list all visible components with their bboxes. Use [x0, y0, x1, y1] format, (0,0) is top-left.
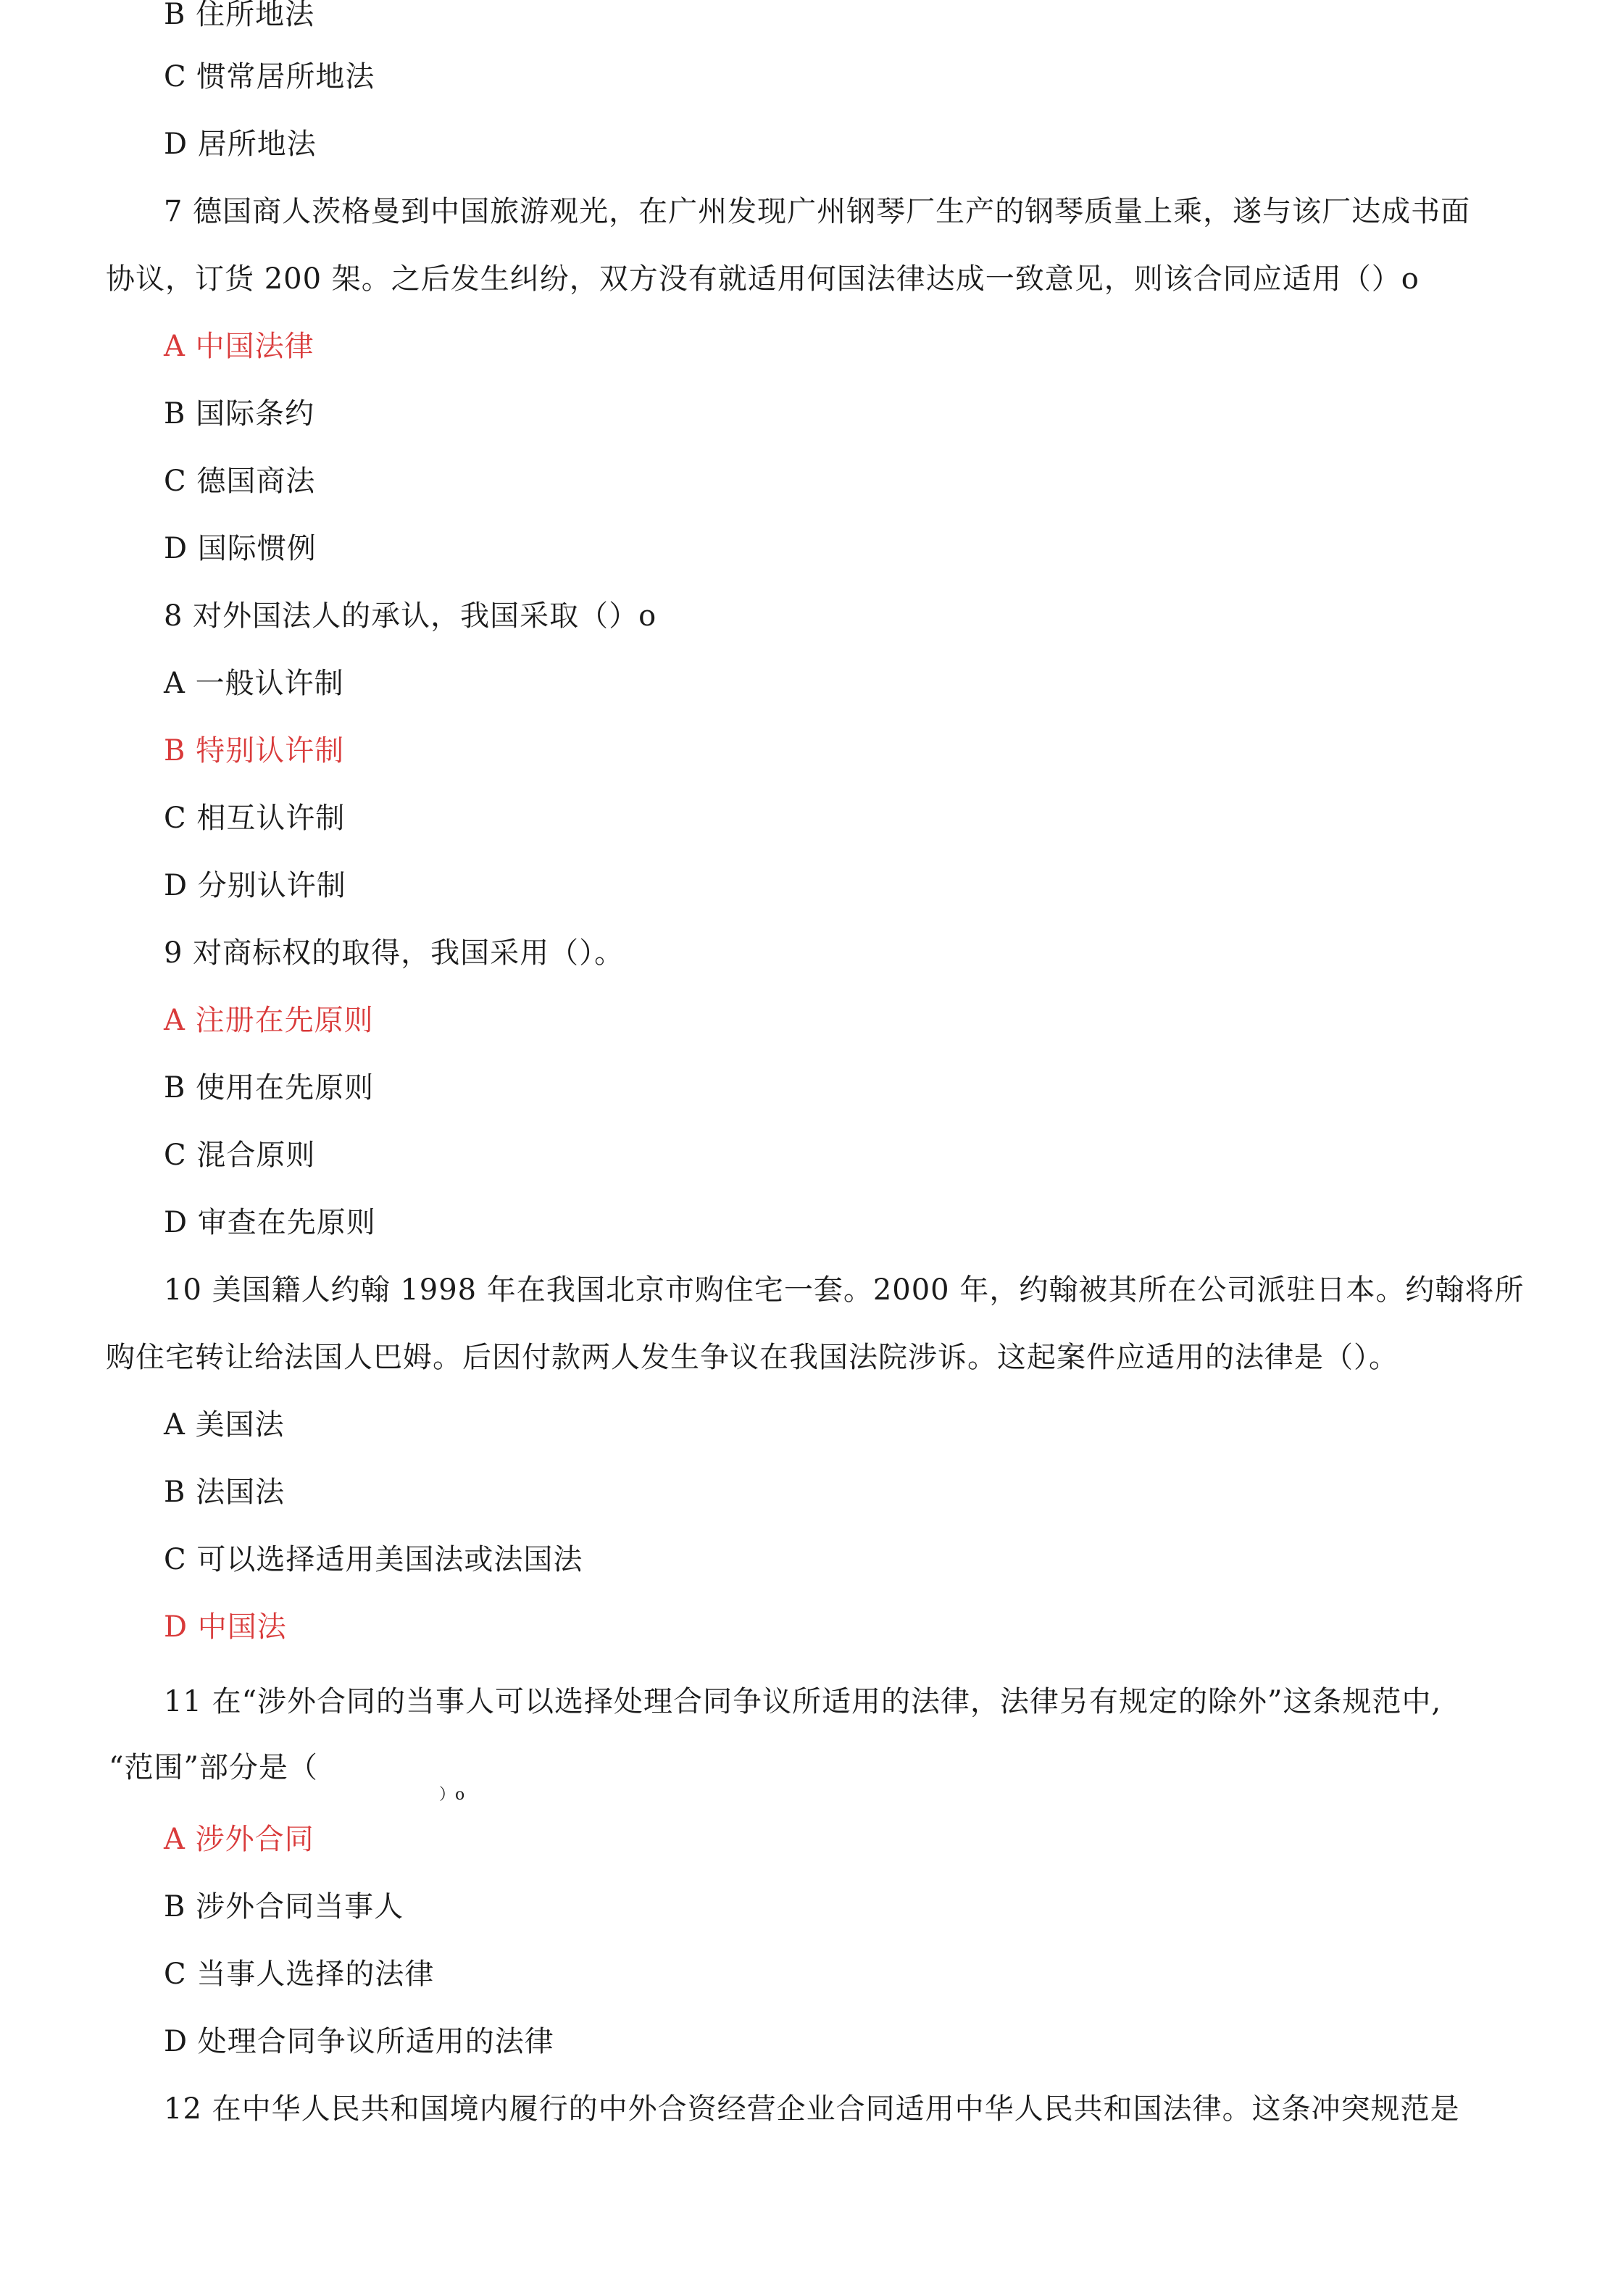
q11-stem-line2: “范围”部分是（ — [109, 1751, 318, 1784]
q7-stem-line1: 7 德国商人茨格曼到中国旅游观光，在广州发现广州钢琴厂生产的钢琴质量上乘，遂与该厂达成书面 — [164, 195, 1471, 228]
q9-option-c: C 混合原则 — [164, 1139, 316, 1172]
q9-option-d: D 审查在先原则 — [164, 1206, 376, 1239]
q7-option-c: C 德国商法 — [164, 465, 316, 498]
q8-option-a: A 一般认许制 — [164, 667, 344, 700]
q11-option-a: A 涉外合同 — [164, 1823, 314, 1856]
q10-option-c: C 可以选择适用美国法或法国法 — [164, 1543, 583, 1576]
q10-option-a: A 美国法 — [164, 1408, 285, 1442]
q7-option-d: D 国际惯例 — [164, 532, 317, 565]
q7-stem-line2: 协议，订货 200 架。之后发生纠纷，双方没有就适用何国法律达成一致意见，则该合同应适用（）o — [106, 262, 1420, 296]
q11-option-d: D 处理合同争议所适用的法律 — [164, 2025, 554, 2058]
q10-stem-line2: 购住宅转让给法国人巴姆。后因付款两人发生争议在我国法院涉诉。这起案件应适用的法律是（）。 — [106, 1341, 1399, 1374]
q11-stem-line1: 11 在“涉外合同的当事人可以选择处理合同争议所适用的法律，法律另有规定的除外”这条规范中, — [164, 1685, 1442, 1718]
q8-option-c: C 相互认许制 — [164, 802, 346, 835]
q6-option-d: D 居所地法 — [164, 128, 317, 161]
q11-option-b: B 涉外合同当事人 — [164, 1890, 404, 1923]
q10-stem-line1: 10 美国籍人约翰 1998 年在我国北京市购住宅一套。2000 年，约翰被其所在公司派驻日本。约翰将所 — [164, 1273, 1525, 1307]
q11-stem-tail: ）o — [439, 1786, 465, 1804]
q10-option-b: B 法国法 — [164, 1476, 285, 1509]
q6-option-c: C 惯常居所地法 — [164, 60, 375, 93]
q7-option-a: A 中国法律 — [164, 330, 314, 363]
q6-option-b: B 住所地法 — [164, 0, 315, 31]
q7-option-b: B 国际条约 — [164, 397, 315, 430]
q12-stem: 12 在中华人民共和国境内履行的中外合资经营企业合同适用中华人民共和国法律。这条冲突规范是 — [164, 2092, 1460, 2126]
q10-option-d: D 中国法 — [164, 1610, 287, 1644]
q9-option-a: A 注册在先原则 — [164, 1004, 374, 1037]
q9-stem: 9 对商标权的取得，我国采用（）。 — [164, 936, 625, 970]
q11-option-c: C 当事人选择的法律 — [164, 1958, 435, 1991]
q8-option-b: B 特别认许制 — [164, 734, 345, 768]
q9-option-b: B 使用在先原则 — [164, 1071, 375, 1105]
q8-stem: 8 对外国法人的承认，我国采取（）o — [164, 599, 657, 633]
q8-option-d: D 分别认许制 — [164, 869, 346, 902]
